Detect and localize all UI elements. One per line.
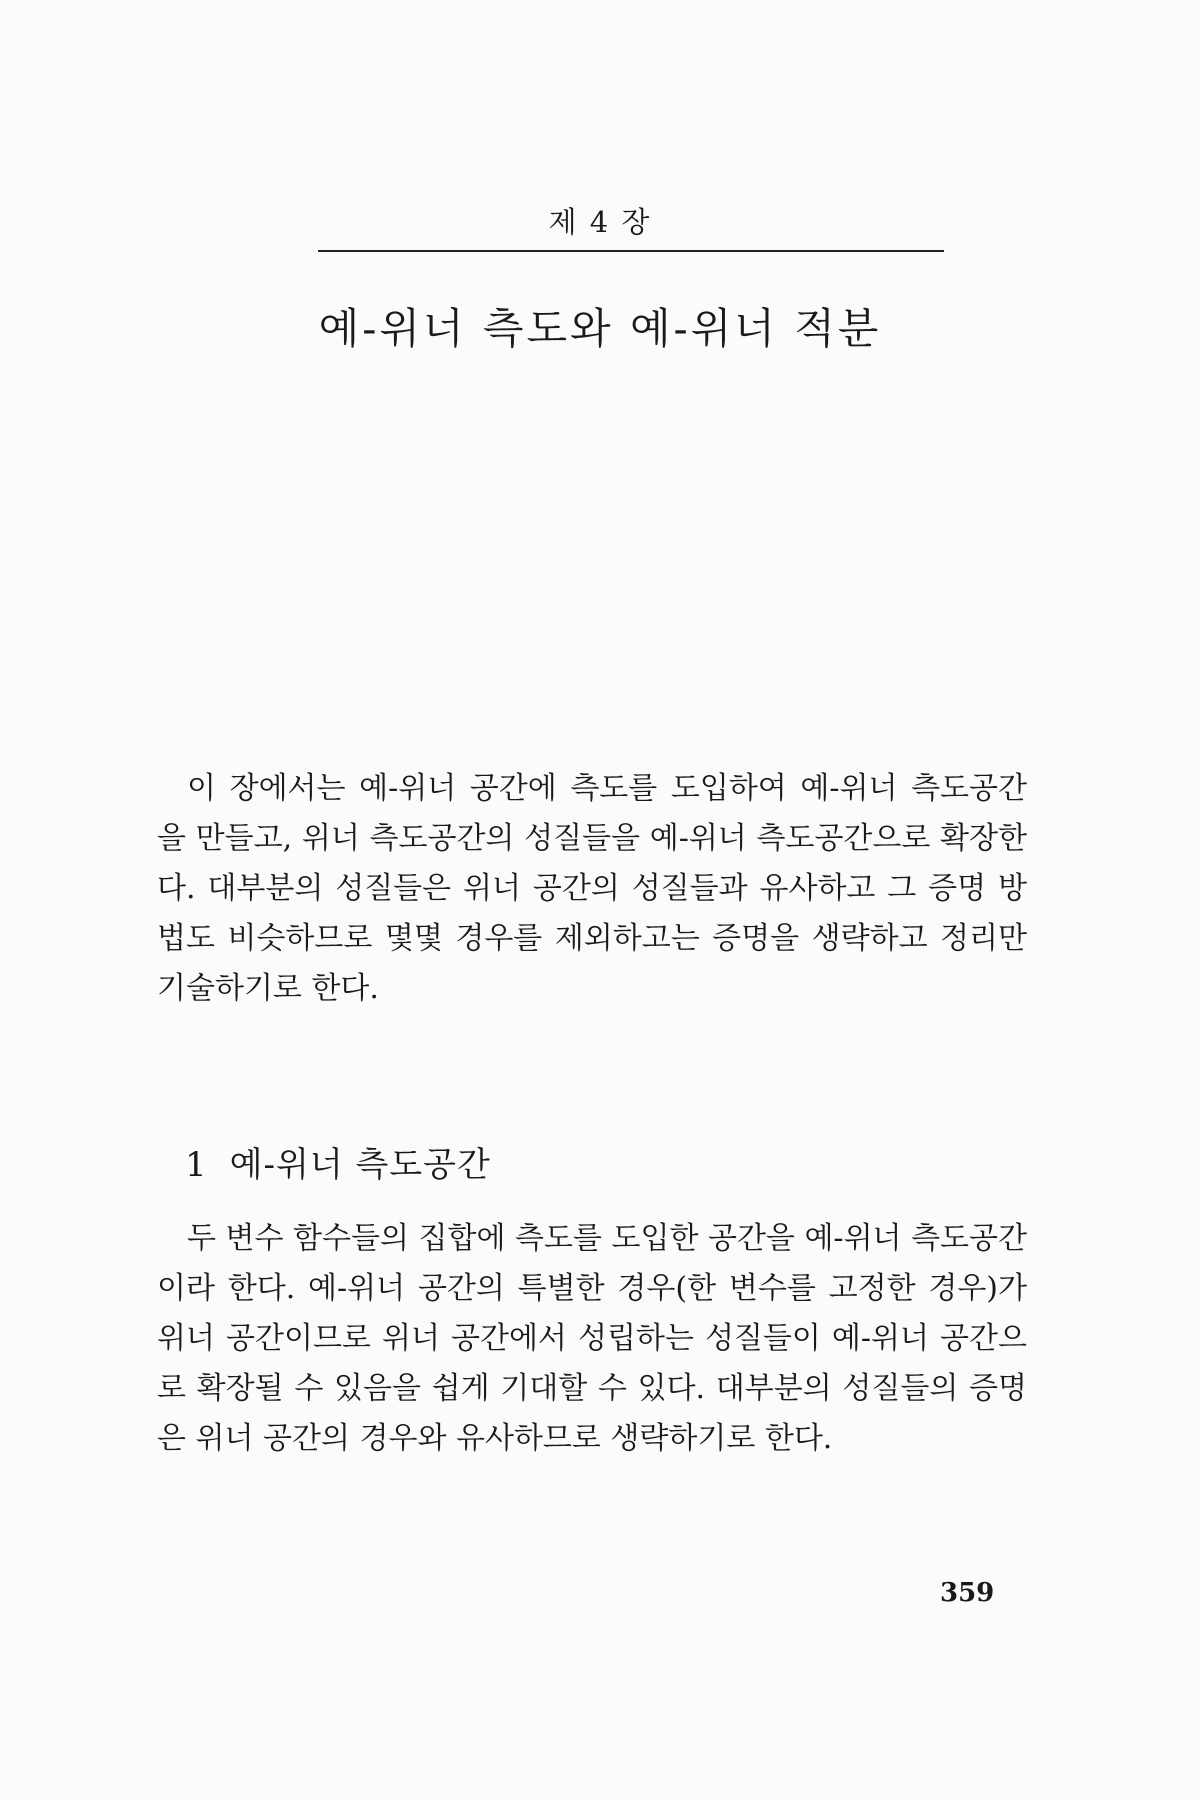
page-number: 359 (940, 1578, 995, 1608)
section-paragraph: 두 변수 함수들의 집합에 측도를 도입한 공간을 예-위너 측도공간이라 한다. 예-위너 공간의 특별한 경우(한 변수를 고정한 경우)가 위너 공간이므로 위너 공간에서 성립하는 성질들이 예-위너 공간으로 확장될 수 있음을 쉽게 기대할 수 있다. 대부분의 성질들의 증명은 위너 공간의 경우와 유사하므로 생략하기로 한다. (157, 1221, 1027, 1456)
chapter-rule-divider (318, 250, 944, 252)
chapter-label: 제 4 장 (548, 205, 652, 239)
section-number: 1 (185, 1145, 208, 1186)
chapter-title: 예-위너 측도와 예-위너 적분 (318, 304, 882, 354)
section-heading (185, 1137, 491, 1186)
section-title: 예-위너 측도공간 (229, 1145, 491, 1186)
intro-paragraph: 이 장에서는 예-위너 공간에 측도를 도입하여 예-위너 측도공간을 만들고, 위너 측도공간의 성질들을 예-위너 측도공간으로 확장한다. 대부분의 성질들은 위너 공간의 성질들과 유사하고 그 증명 방법도 비슷하므로 몇몇 경우를 제외하고는 증명을 생략하고 정리만 기술하기로 한다. (157, 771, 1027, 1006)
